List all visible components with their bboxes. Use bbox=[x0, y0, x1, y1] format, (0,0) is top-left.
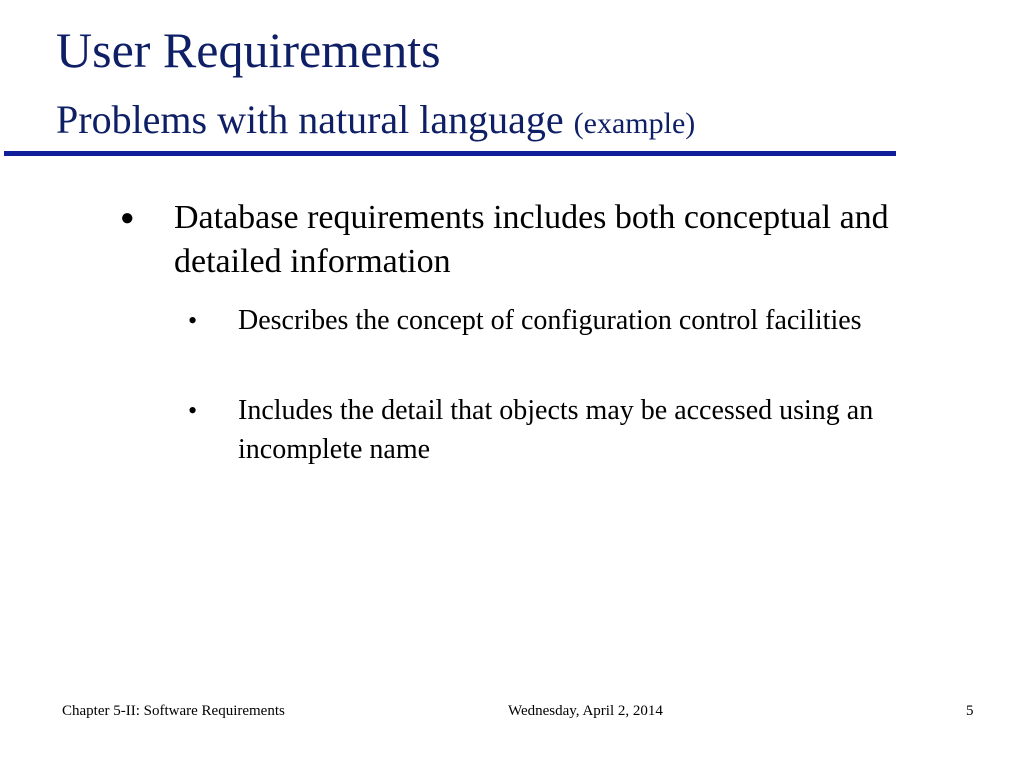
sub-bullet-text: Describes the concept of configuration control facilities bbox=[238, 305, 862, 336]
bullet-icon: ● bbox=[120, 205, 135, 231]
sub-bullet-text: Includes the detail that objects may be accessed using an incomplete name bbox=[238, 395, 874, 465]
slide-subtitle bbox=[56, 96, 695, 148]
subtitle-suffix: (example) bbox=[573, 107, 696, 140]
sub-bullet-icon: • bbox=[188, 306, 198, 335]
slide-title: User Requirements bbox=[56, 22, 441, 78]
footer-page-number: 5 bbox=[966, 703, 974, 719]
bullet-text: Database requirements includes both conceptual and detailed information bbox=[174, 199, 889, 280]
title-divider bbox=[4, 151, 896, 156]
footer-chapter: Chapter 5-II: Software Requirements bbox=[62, 703, 285, 719]
sub-bullet-icon: • bbox=[188, 396, 198, 425]
footer-date: Wednesday, April 2, 2014 bbox=[508, 703, 663, 719]
subtitle-text: Problems with natural language bbox=[56, 97, 564, 142]
